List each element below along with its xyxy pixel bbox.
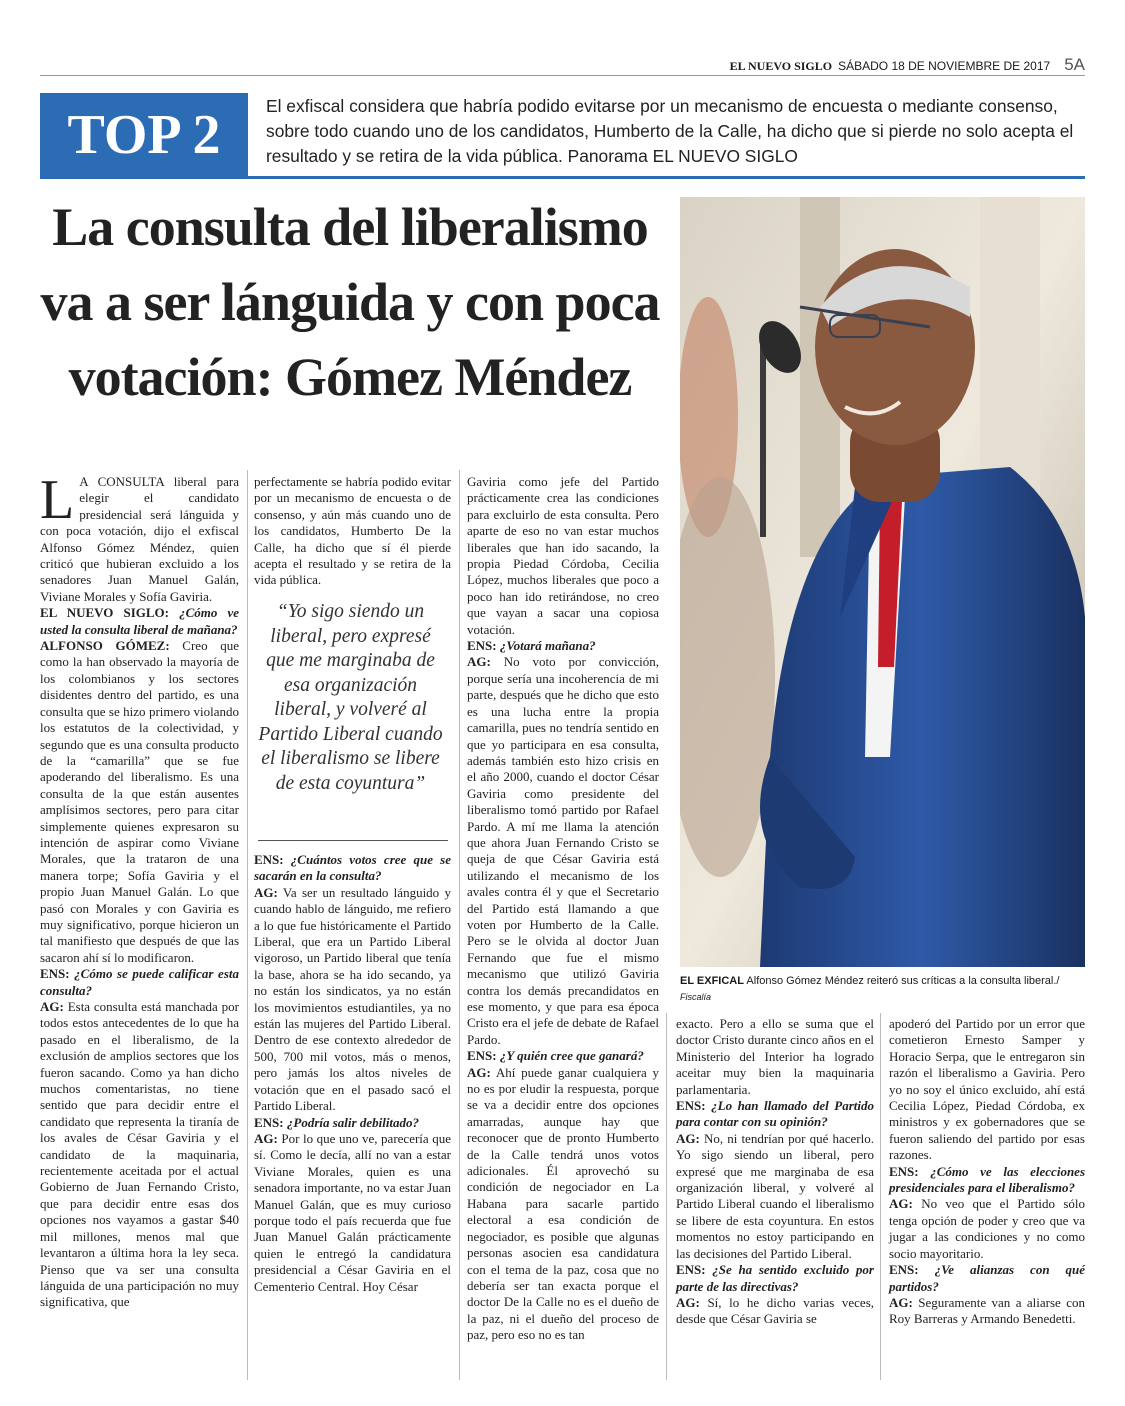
question: ENS: ¿Podría salir debilitado? bbox=[254, 1114, 420, 1130]
drop-cap: L bbox=[40, 469, 75, 531]
pull-quote-rule bbox=[258, 840, 448, 841]
article-column-3 bbox=[467, 474, 659, 1344]
answer: ALFONSO GÓMEZ: Creo que como la han observado la mayoría de los colombianos y los sectores disidentes dentro del partido, es una consulta que se hizo primero violando los estatutos de la colectividad, y segundo que es una consulta producto de la “camarilla” que se fue apoderando del liberalismo. Es una consulta de la que están ausentes amplísimos sectores, pero para citar simplemente quienes expresaron su intención de aspirar como Viviane Morales, que la trataron de una manera torpe; Sofía Gaviria y el propio Juan Manuel Galán. Lo que pasó con Morales y con Gaviria es muy significativo, porque hicieron un tal manifiesto que después de que las sacaron ahí sí lo modificaron. bbox=[40, 638, 239, 965]
column-divider bbox=[459, 470, 460, 1380]
answer: AG: Ahí puede ganar cualquiera y no es por eludir la respuesta, porque se va a decidir entre dos opciones amarradas, aunque hay que reconocer que de pronto Humberto de la Calle tendrá unos votos adicionales. Él aprovechó su condición de negociador en La Habana para sacarle partido electoral a esa condición de negociador, es posible que algunas personas asocien esa candidatura con el tema de la paz, cosa que no debería ser tan exacta porque el doctor De la Calle no es el dueño de la paz, ni el dueño del proceso de paz, pero eso no es tan bbox=[467, 1064, 659, 1343]
article-column-4 bbox=[676, 1016, 874, 1328]
article-column-2-bottom bbox=[254, 852, 451, 1295]
portrait-illustration bbox=[680, 197, 1085, 967]
portrait-photo bbox=[680, 197, 1085, 967]
paragraph: apoderó del Partido por un error que cometieron Ernesto Samper y Horacio Serpa, que le entregaron sin razón el liberalismo a Gaviria. Pero yo no soy el único excluido, ahí está Cecilia López, Piedad Córdoba, ex ministros y ex gobernadores que se fueron saliendo del partido por esas razones. bbox=[889, 1016, 1085, 1163]
article-column-1 bbox=[40, 469, 239, 1311]
page-number: 5A bbox=[1064, 55, 1085, 74]
photo-caption bbox=[680, 973, 1085, 1005]
headline: La consulta del liberalismo va a ser lánguida y con poca votación: Gómez Méndez bbox=[40, 197, 660, 407]
masthead-paper-name: EL NUEVO SIGLO bbox=[729, 59, 833, 73]
caption-text: Alfonso Gómez Méndez reiteró sus críticas a la consulta liberal./ bbox=[743, 975, 1060, 987]
pull-quote: “Yo sigo siendo un liberal, pero expresé que me marginaba de esa organización liberal, y volveré al Partido Liberal cuando el liberalismo se libere de esta coyuntura” bbox=[258, 601, 443, 794]
question: ENS: ¿Ve alianzas con qué partidos? bbox=[889, 1262, 1085, 1294]
answer: AG: Va ser un resultado lánguido y cuando hablo de lánguido, me refiero a lo que fue históricamente el Partido Liberal, que era un Partido Liberal vigoroso, un Partido liberal que tenía la base, ahora se ha ido secando, ya no están los sindicatos, ya no están los movimientos estudiantiles, ya no están las mujeres del Partido Liberal. Dentro de ese contexto alrededor de 500, 700 mil votos, más o menos, pero jamás los altos niveles de votación que en el pasado sacó el Partido Liberal. bbox=[254, 884, 451, 1114]
caption-label: EL EXFICAL bbox=[680, 975, 744, 987]
answer: AG: No voto por convicción, porque sería una incoherencia de mi parte, después que he dicho que esto es una lucha entre la propia camarilla, pues no tendría sentido en que yo participara en esa consulta, además también esto hizo crisis en el año 2000, cuando el doctor César Gaviria como presidente del liberalismo tomó partido por Rafael Pardo. A mí me llama la atención que ahora Juan Fernando Cristo se queja de que César Gaviria está utilizando el mecanismo de los avales contra él y que el Secretario del Partido está llamando a que voten por Humberto de la Calle. Pero se le olvida al doctor Juan Fernando que fue el mismo mecanismo que utilizó Gaviria contra los demás precandidatos en ese momento, y que para esa época Cristo era el jefe de debate de Rafael Pardo. bbox=[467, 654, 659, 1047]
column-divider bbox=[247, 470, 248, 1380]
section-rule bbox=[40, 176, 1085, 179]
answer: AG: Sí, lo he dicho varias veces, desde que César Gaviria se bbox=[676, 1294, 874, 1327]
answer: AG: No, ni tendrían por qué hacerlo. Yo sigo siendo un liberal, pero expresé que me marginaba de esa organización liberal, y volveré al Partido Liberal cuando el liberalismo se libere de esta coyuntura. En estos momentos no estoy participando en las decisiones del Partido Liberal. bbox=[676, 1130, 874, 1261]
column-divider bbox=[666, 1013, 667, 1380]
answer: AG: Esta consulta está manchada por todos estos antecedentes de lo que ha pasado en el liberalismo, de la exclusión de amplios sectores que los fueron sacando. Como ya han dicho muchos comentaristas, no tiene sentido que para decidir entre el candidato que representa la tiranía de los avales de César Gaviria y el candidato de la maquinaria, recientemente aceitada por el actual Gobierno de Juan Fernando Cristo, que para decidir entre esas dos opciones nos vayamos a gastar $40 mil millones, menos mal que levantaron a última hora la ley seca. Pienso que va ser una consulta lánguida de una participación no muy significativa, que bbox=[40, 999, 239, 1310]
question: ENS: ¿Cómo ve las elecciones presidenciales para el liberalismo? bbox=[889, 1163, 1085, 1196]
top-label-box bbox=[40, 93, 248, 176]
masthead-rule bbox=[40, 75, 1085, 76]
column-divider bbox=[880, 1013, 881, 1380]
paragraph: perfectamente se habría podido evitar por un mecanismo de encuesta o de consenso, y aún más cuando uno de los candidatos, Humberto De la Calle, ha dicho que sí él pierde acepta el resultado y se retira de la vida pública. bbox=[254, 474, 451, 588]
question: ENS: ¿Lo han llamado del Partido para contar con su opinión? bbox=[676, 1098, 874, 1130]
paragraph: Gaviria como jefe del Partido prácticamente crea las condiciones para excluirlo de esta consulta. Pero aparte de eso no van estar muchos liberales que han ido sacando, la propia Piedad Córdoba, Cecilia López, muchos liberales que poco a poco han ido retirándose, no creo que vayan a sacar una copiosa votación. bbox=[467, 474, 659, 637]
question: ENS: ¿Se ha sentido excluido por parte de las directivas? bbox=[676, 1262, 874, 1294]
answer: AG: No veo que el Partido sólo tenga opción de poder y creo que va jugar a las condiciones y no como socio mayoritario. bbox=[889, 1196, 1085, 1261]
answer: AG: Por lo que uno ve, parecería que sí. Como le decía, allí no van a estar Viviane Morales, quien es una senadora importante, no va estar Juan Manuel Galán, que es muy curioso porque todo el país recuerda que fue Juan Manuel Galán prácticamente quien le entregó la candidatura presidencial a César Gaviria en el Cementerio Central. Hoy César bbox=[254, 1130, 451, 1294]
article-column-5 bbox=[889, 1016, 1085, 1328]
question: ENS: ¿Votará mañana? bbox=[467, 638, 596, 654]
article-column-2-top bbox=[254, 474, 451, 589]
lead-paragraph: L A CONSULTA liberal para elegir el candidato presidencial será lánguida y con poca votación, dijo el exfiscal Alfonso Gómez Méndez, quien criticó que hubieran excluido a los senadores Juan Manuel Galán, Viviane Morales y Sofía Gaviria. bbox=[40, 469, 239, 604]
question: EL NUEVO SIGLO: ¿Cómo ve usted la consulta liberal de mañana? bbox=[40, 605, 239, 637]
answer: AG: Seguramente van a aliarse con Roy Barreras y Armando Benedetti. bbox=[889, 1294, 1085, 1327]
intro-summary: El exfiscal considera que habría podido evitarse por un mecanismo de encuesta o mediante consenso, sobre todo cuando uno de los candidatos, Humberto de la Calle, ha dicho que si pierde no solo acepta el resultado y se retira de la vida pública. Panorama EL NUEVO SIGLO bbox=[266, 96, 1074, 166]
masthead bbox=[730, 55, 1085, 75]
question: ENS: ¿Cuántos votos cree que se sacarán en la consulta? bbox=[254, 852, 451, 884]
question: ENS: ¿Cómo se puede calificar esta consulta? bbox=[40, 966, 239, 998]
top-label: TOP 2 bbox=[67, 103, 221, 166]
question: ENS: ¿Y quién cree que ganará? bbox=[467, 1048, 644, 1064]
masthead-date: SÁBADO 18 DE NOVIEMBRE DE 2017 bbox=[838, 59, 1051, 73]
paragraph: exacto. Pero a ello se suma que el doctor Cristo durante cinco años en el Ministerio del Interior ha logrado aceitar muy bien la maquinaria parlamentaria. bbox=[676, 1016, 874, 1097]
photo-credit: Fiscalía bbox=[680, 992, 712, 1002]
